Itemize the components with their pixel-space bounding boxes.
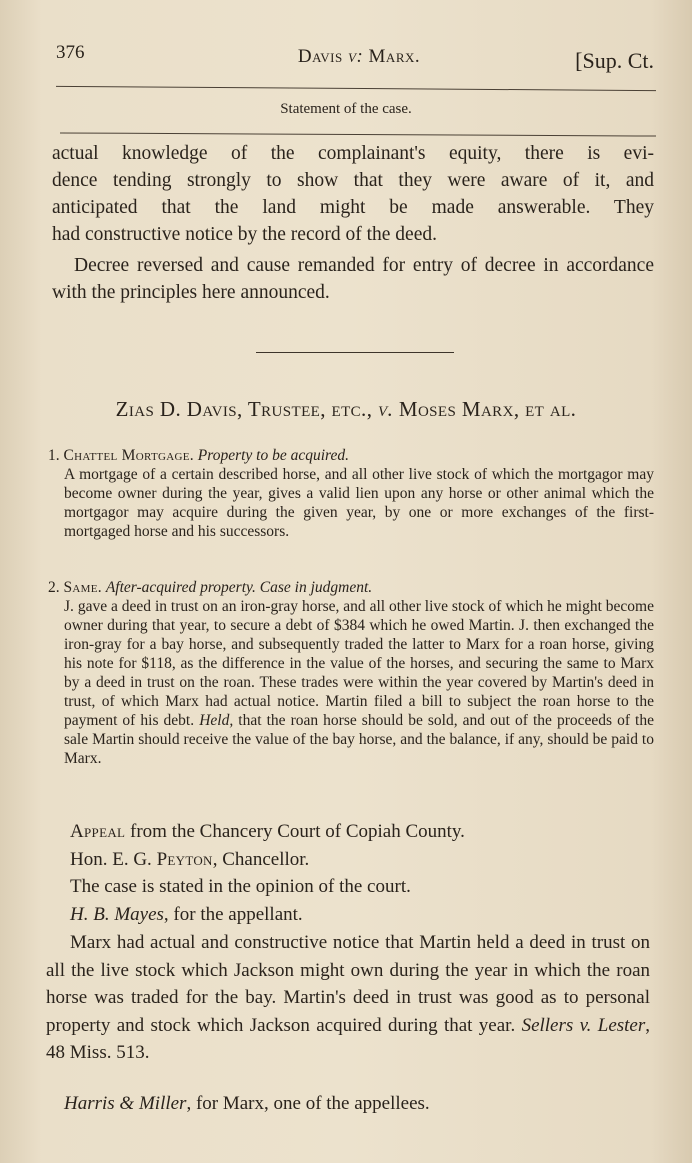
text-line: dence tending strongly to show that they were aware of it, and [52,170,654,191]
running-title-versus: v: [348,46,364,67]
judge-line [70,846,654,874]
page-header [54,42,664,72]
page-number: 376 [56,42,85,63]
appeal-word: Appeal [70,821,126,842]
headnote-text-facts: J. gave a deed in trust on an iron-gray horse, and all other live stock of which he might become owner during that year, to secure a debt of $384 which he owed Martin. J. then exchanged the iron-gray for a bay horse, and subsequently traded the latter to Marx for a roan horse, giving his note for $118, as the difference in the value of the horses, and securing the same to Marx by a deed in trust on the roan. These trades were within the year covered by Martin's deed in trust, of which Marx had actual notice. Martin filed a bill to subject the roan horse to the payment of his debt. [64,598,654,729]
decree-paragraph: Decree reversed and cause remanded for entry of decree in accordance with the principles here announced. [52,255,654,303]
headnote-number: 2. [48,579,60,596]
headnote-subtopic: Property to be acquired. [197,447,350,464]
case-title-versus: v. [378,397,394,421]
headnote-1 [48,446,654,541]
headnote-text: A mortgage of a certain described horse, and all other live stock of which the mortgagor may become owner during the year, gives a valid lien upon any horse or other animal which the mortgagor may acquire during the given year, by one or more exchanges of the first-mortgaged horse and his successors. [64,466,654,540]
headnote-text [48,597,654,768]
appellee-counsel-name: Harris & Miller [64,1093,187,1114]
judge-title: , Chancellor. [212,848,310,870]
header-rule-top [56,86,656,91]
appeal-line [70,818,654,846]
header-rule-bottom [60,132,656,136]
case-title-appellant: Zias D. Davis, Trustee, etc., [115,397,378,421]
headnote-text-holding: that the roan horse should be sold, and out of the proceeds of the sale Martin should receive the value of the bay horse, and the balance, if any, should be paid to Marx. [64,712,654,767]
appellee-counsel-role: , for Marx, one of the appellees. [186,1093,430,1114]
judge-prefix: Hon. E. G. [70,848,157,870]
headnote-topic: Same. [63,579,102,596]
prior-opinion-text [52,140,654,248]
citation-case: Sellers v. Lester [521,1014,646,1036]
court-label: [Sup. Ct. [575,48,654,73]
appellee-counsel-line [64,1093,430,1115]
case-title-appellee: Moses Marx, et al. [393,397,577,421]
headnote-held-label: Held, [199,712,234,729]
running-title [54,46,664,68]
headnote-number: 1. [48,447,60,464]
argument-paragraph [46,929,650,1067]
counsel-line [70,901,654,929]
counsel-name: H. B. Mayes [70,903,164,925]
text-line: actual knowledge of the complainant's equity, there is evi- [52,143,654,164]
text-line: anticipated that the land might be made answerable. They [52,197,654,218]
counsel-role: , for the appellant. [163,903,303,925]
text-line: had constructive notice by the record of the deed. [52,224,437,245]
case-stated-line: The case is stated in the opinion of the court. [70,876,411,897]
appeal-court: from the Chancery Court of Copiah County. [125,821,465,842]
case-title [0,397,692,422]
headnote-subtopic: After-acquired property. Case in judgment. [105,579,373,596]
headnote-topic: Chattel Mortgage. [63,447,194,464]
section-divider [256,352,454,353]
appeal-block [70,818,654,928]
running-title-defendant: Marx. [363,46,421,67]
headnote-2 [48,578,654,768]
citation-reference: , 48 Miss. 513. [46,1014,650,1063]
running-title-plaintiff: Davis [297,46,348,67]
judge-name: Peyton [156,848,213,870]
section-subheading: Statement of the case. [280,101,412,117]
argument-text: Marx had actual and constructive notice that Martin held a deed in trust on all the live stock which Jackson might own during the year in which the roan horse was traded for the bay. Martin's deed in trust was good as to personal property and stock which Jackson acquired during that year. [46,932,650,1036]
